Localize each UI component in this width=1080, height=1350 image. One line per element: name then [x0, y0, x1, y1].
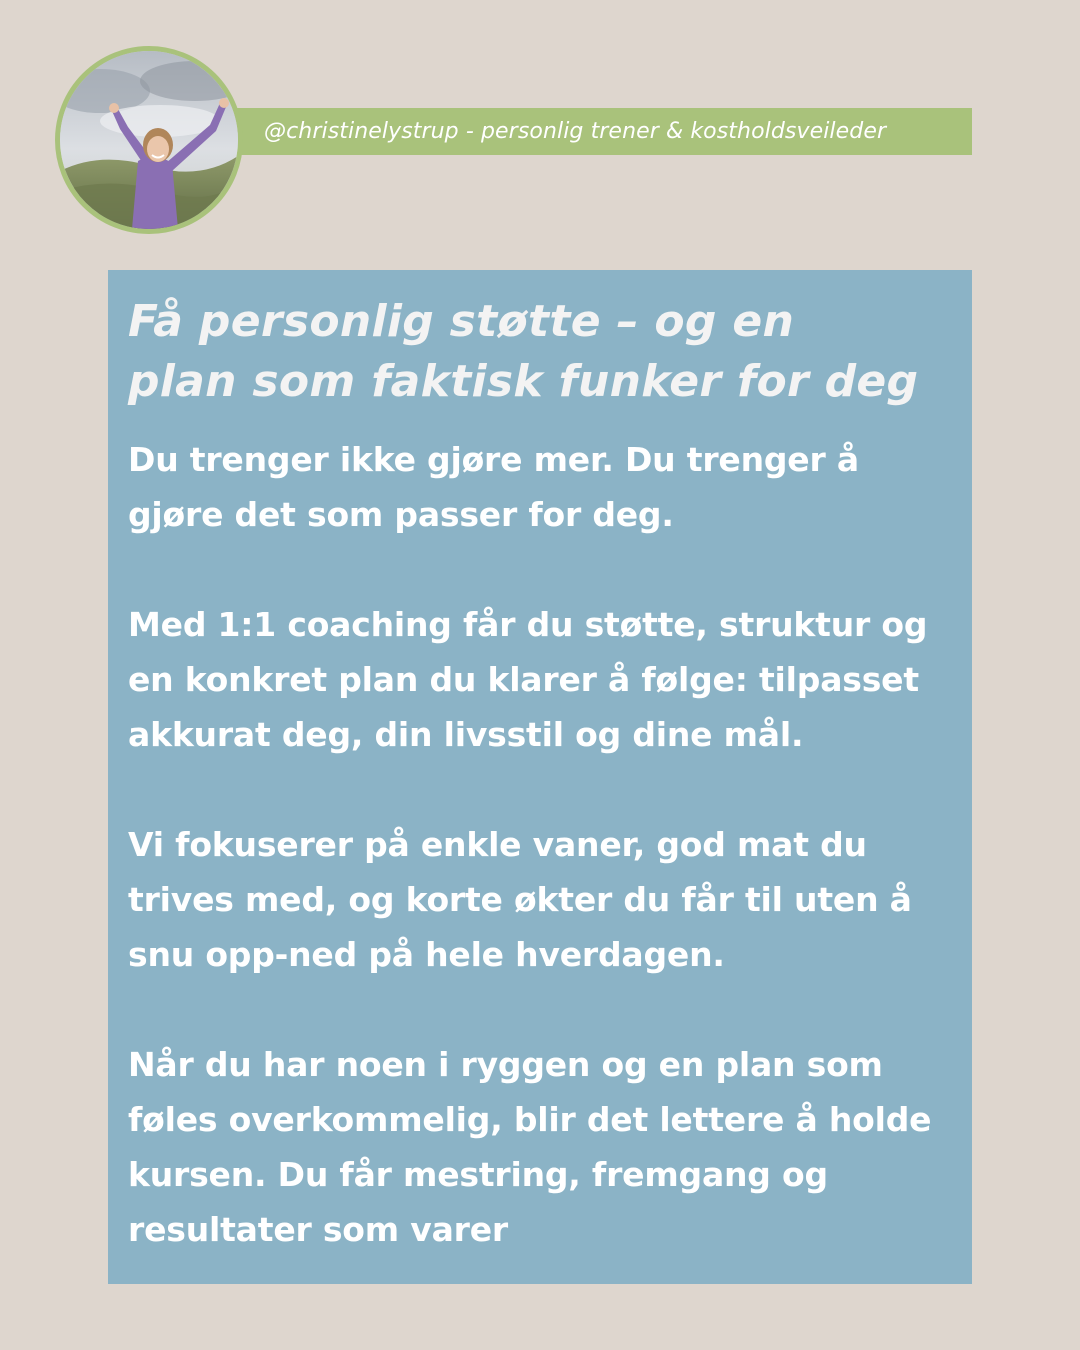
- paragraph-line: Du trenger ikke gjøre mer. Du trenger å: [128, 440, 859, 479]
- paragraph-line: en konkret plan du klarer å følge: tilpasset: [128, 660, 919, 699]
- paragraph-coaching: [128, 597, 952, 762]
- paragraph-results: [128, 1037, 952, 1257]
- paragraph-line: akkurat deg, din livsstil og dine mål.: [128, 715, 804, 754]
- paragraph-line: Vi fokuserer på enkle vaner, god mat du: [128, 825, 867, 864]
- handle-banner: [150, 108, 972, 155]
- paragraph-line: resultater som varer: [128, 1210, 508, 1249]
- paragraph-focus: [128, 817, 952, 982]
- avatar-photo: [60, 51, 238, 229]
- card-title-line: Få personlig støtte – og en: [128, 296, 795, 347]
- paragraph-line: kursen. Du får mestring, fremgang og: [128, 1155, 828, 1194]
- info-card: [108, 270, 972, 1284]
- paragraph-line: gjøre det som passer for deg.: [128, 495, 674, 534]
- paragraph-line: trives med, og korte økter du får til uten å: [128, 880, 912, 919]
- paragraph-line: Med 1:1 coaching får du støtte, struktur og: [128, 605, 928, 644]
- card-title: [128, 292, 952, 412]
- paragraph-line: Når du har noen i ryggen og en plan som: [128, 1045, 883, 1084]
- paragraph-line: føles overkommelig, blir det lettere å holde: [128, 1100, 932, 1139]
- card-title-line: plan som faktisk funker for deg: [128, 356, 919, 407]
- card-body: [128, 432, 952, 1257]
- handle-text: @christinelystrup - personlig trener & kostholdsveileder: [264, 119, 887, 144]
- avatar: [55, 46, 243, 234]
- paragraph-intro: [128, 432, 952, 542]
- paragraph-line: snu opp-ned på hele hverdagen.: [128, 935, 725, 974]
